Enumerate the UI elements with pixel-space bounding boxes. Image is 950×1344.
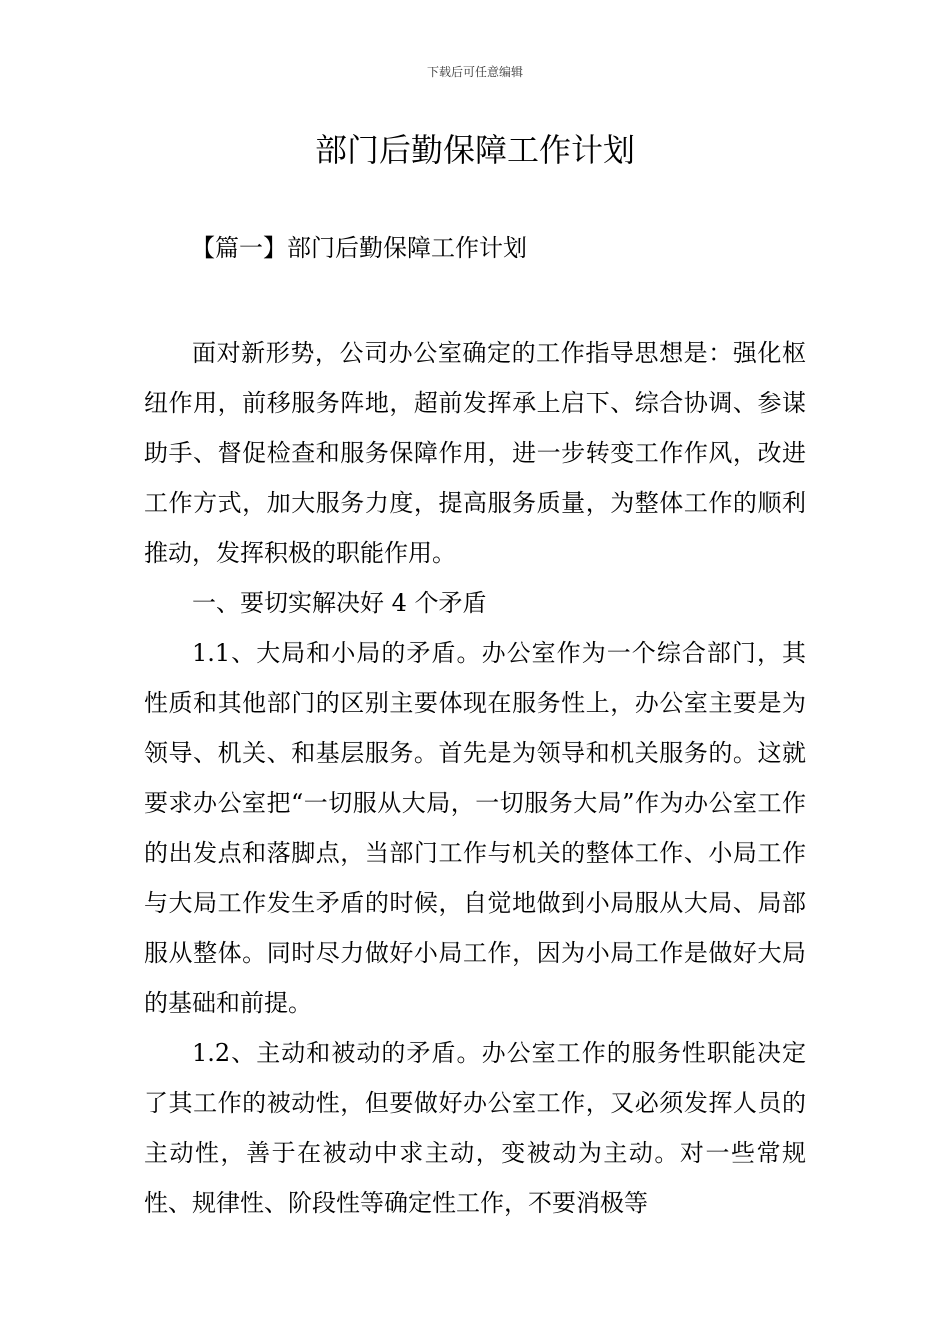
body-text: [144, 328, 806, 1228]
section-heading: 【篇一】部门后勤保障工作计划: [191, 234, 527, 262]
paragraph: 1.2、主动和被动的矛盾。办公室工作的服务性职能决定了其工作的被动性，但要做好办公室工作，又必须发挥人员的主动性，善于在被动中求主动，变被动为主动。对一些常规性、规律性、阶段性等确定性工作，不要消极等: [144, 1039, 806, 1217]
paragraph: 1.1、大局和小局的矛盾。办公室作为一个综合部门，其性质和其他部门的区别主要体现在服务性上，办公室主要是为领导、机关、和基层服务。首先是为领导和机关服务的。这就要求办公室把“一切服从大局，一切服务大局”作为办公室工作的出发点和落脚点，当部门工作与机关的整体工作、小局工作与大局工作发生矛盾的时候，自觉地做到小局服从大局、局部服从整体。同时尽力做好小局工作，因为小局工作是做好大局的基础和前提。: [144, 639, 806, 1017]
document-title: 部门后勤保障工作计划: [314, 131, 635, 169]
paragraph: 一、要切实解决好 4 个矛盾: [192, 589, 487, 617]
header-watermark: 下载后可任意编辑: [426, 65, 523, 79]
paragraph: 面对新形势，公司办公室确定的工作指导思想是：强化枢纽作用，前移服务阵地，超前发挥承上启下、综合协调、参谋助手、督促检查和服务保障作用，进一步转变工作作风，改进工作方式，加大服务力度，提高服务质量，为整体工作的顺利推动，发挥积极的职能作用。: [144, 339, 806, 567]
